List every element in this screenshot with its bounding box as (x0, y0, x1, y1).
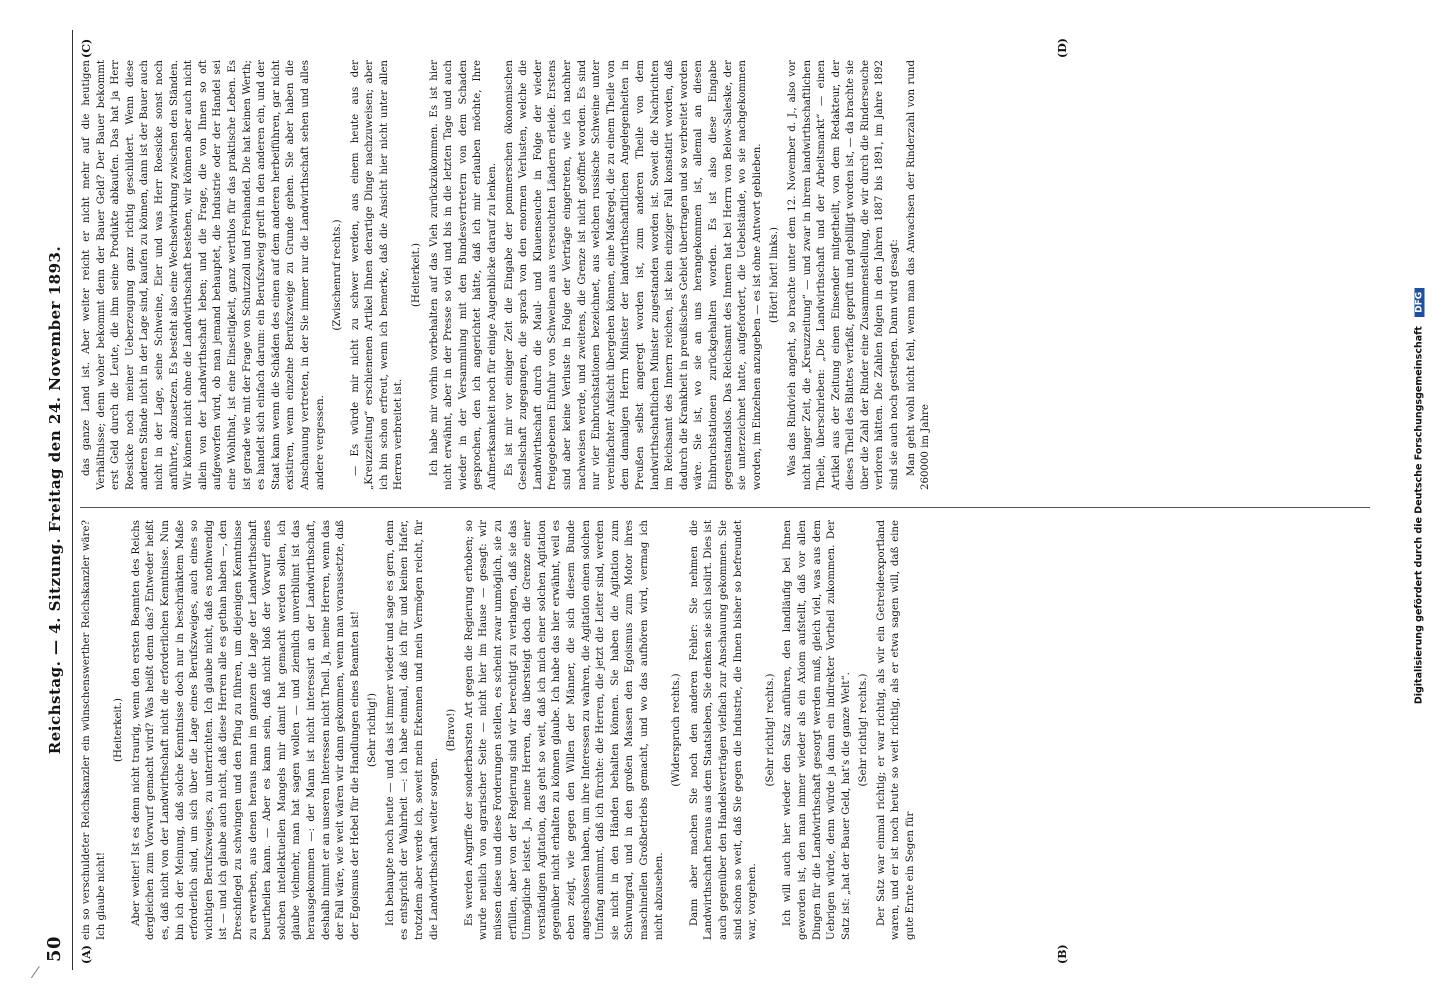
paragraph: Es ist mir vor einiger Zeit die Eingabe der pommerschen ökonomischen Gesellschaft zugegangen, die sprach von den enormen Verlusten, welche die Landwirthschaft durch die Maul- und Klauenseuche in Folge der wieder freigegebenen Einfuhr von Schweinen aus verseuchten Ländern erleide. Erstens sind aber keine Verluste in Folge der Verträge eingetreten, wie ich nachher nachweisen werde, und zweitens, die Grenze ist nicht geöffnet worden. Es sind nur vier Einbruchstationen bezeichnet, aus welchen russische Schweine unter vereinfachter Aufsicht übergehen können, eine Maßregel, die zu einem Theile von dem damaligen Herrn Minister der landwirthschaftlichen Angelegenheiten in Preußen selbst angeregt worden ist, zum anderen Theile von dem landwirthschaftlichen Minister zugestanden worden ist. Soweit die Nachrichten im Reichsamt des Innern reichen, ist kein einziger Fall konstatirt worden, daß dadurch die Krankheit in preußisches Gebiet übertragen und so verbreitet worden wäre. Sie ist, wo sie an uns herangekommen ist, allemal an diesen Einbruchstationen zurückgehalten worden. Es ist also diese Eingabe gegenstandslos. Das Reichsamt des Innern hat bei Herrn von Below-Saleske, der sie unterzeichnet hatte, aufgefordert, die Uebelstände, wo sie nachgekommen worden, im Einzelnen anzugeben — es ist ohne Antwort geblieben. (503, 60, 763, 490)
paragraph: Was das Rindvieh angeht, so brachte unter dem 12. November d. J., also vor nicht langer Zeit, die „Kreuzzeitung“ — und zwar in ihrem landwirthschaftlichen Theile, überschrieben: „Die Landwirthschaft und der Arbeitsmarkt“ — einen Artikel aus der Zeitung einen Einsender mitgetheilt, von dem Redakteur, der dieses Theil des Blattes verfaßt, geprüft und gebilligt worden ist, — da brachte sie über die Zahl der Rinder eine Zusammenstellung, die wir durch die Rinderseuche verloren hätten. Die Zahlen folgen in den Jahren 1887 bis 1891, im Jahre 1892 sind sie auch noch gestiegen. Dann wird gesagt: (786, 60, 901, 490)
column-separator (80, 507, 1370, 508)
paragraph: ein so verschuldeter Reichskanzler ein wünschenswerther Reichskanzler wäre? Ich glaube nicht! (81, 520, 107, 940)
paragraph: — Es würde mir nicht zu schwer werden, aus einem heute aus der „Kreuzzeitung“ erschienenen Artikel Ihnen derartige Dinge nachzuweisen; aber ich bin schon erfreut, wenn ich bemerke, daß die Ansicht hier nicht unter allen Herren verbreitet ist. (349, 60, 405, 490)
stage-direction: (Hört! hört! links.) (769, 227, 781, 323)
paragraph: das ganze Land ist. Aber weiter reicht er nicht mehr auf die heutigen Verhältnisse; denn woher bekommt denn der Bauer Geld? Der Bauer bekommt erst Geld durch die Leute, die ihm seine Produkte abkaufen. Das hat ja Herr Roesicke noch meiner Ueberzeugung ganz richtig geschildert. Wenn diese anderen Stände nicht in der Lage sind, kaufen zu können, dann ist der Bauer auch nicht in der Lage, seine Schweine, Eier und was Herr Roesicke sonst noch anführte, abzusetzen. Es besteht also eine Wechselwirkung zwischen den Ständen. Wir können nicht ohne die Landwirthschaft bestehen, wir können aber auch nicht allein von der Landwirthschaft leben; und die Frage, die von Ihnen so oft aufgeworfen wird, ob man jemand behauptet, die Industrie oder der Handel sei eine Wohlthat, ist eine Einseitigkeit, ganz werthlos für das praktische Leben. Es ist gerade wie mit der Frage von Schutzzoll und Freihandel. Die hat keinen Werth; es handelt sich einfach darum: ein Berufszweig greift in den anderen ein, und der Staat kann wenn die Schäden des einen auf dem anderen herbeiführen, gar nicht existiren, wenn einzelne Berufszweige zu Grunde gehen. Sie aber haben die Anschauung vertreten, in der Sie immer nur die Landwirthschaft sehen und alles andere vergessen. (81, 60, 326, 490)
stage-direction: (Sehr richtig! rechts.) (764, 673, 776, 787)
page-header (42, 30, 72, 970)
stage-direction: (Sehr richtig!) (367, 693, 379, 767)
paragraph: Ich will auch hier wieder den Satz anführen, den landläufig bei Ihnen geworden ist, den man immer wieder als ein Axiom aufstellt, daß vor allen Dingen für die Landwirthschaft gesorgt werden muß, gleich viel, was aus dem Uebrigen würde, denn würde ja dann ein indirekter Vortheil zukommen. Der Satz ist: „hat der Bauer Geld, hat's die ganze Welt“. (782, 520, 852, 940)
dfg-logo: DFG (1415, 288, 1425, 317)
stage-direction: (Sehr richtig! rechts.) (858, 673, 870, 787)
stage-direction: (Widerspruch rechts.) (671, 673, 683, 787)
paragraph: Aber weiter! Ist es denn nicht traurig, wenn den ersten Beamten des Reichs dergleichen zum Vorwurf gemacht wird? Was heißt denn das? Entweder heißt es, daß nicht von der Landwirthschaft nicht die erforderlichen Kenntnisse. Nun bin ich der Meinung, daß solche Kenntnisse doch nur in beschränktem Maße erforderlich sind, um sich über die Lage eines Berufszweiges, auch eines so wichtigen Berufszweiges, zu unterrichten. Ich glaube nicht, daß es nothwendig ist — und ich glaube auch nicht, daß diese Herren alle es gethan haben —, den Dreschflegel zu schwingen und den Pflug zu führen, um diejenigen Kenntnisse zu erwerben, aus denen heraus man im ganzen die Lage der Landwirthschaft beurtheilen kann. — Aber es kann sein, daß nicht bloß der Vorwurf eines solchen intellektuellen Mangels mir damit hat gemacht werden sollen, ich glaube vielmehr, man hat sagen wollen — und ziemlich unverblümt ist das herausgekommen —: der Mann ist nicht interessirt an der Landwirthschaft, deshalb nimmt er an unseren Interessen nicht Theil. Ja, meine Herren, wenn das der Fall wäre, wie weit wären wir dann gekommen, wenn man voraussetzte, daß der Egoismus der Hebel für die Handlungen eines Beamten ist! (130, 520, 361, 940)
stage-direction: (Zwischenruf rechts.) (332, 219, 344, 331)
header-rule (72, 30, 73, 970)
stage-direction: (Heiterkeit.) (113, 698, 125, 762)
margin-mark-d: (D) (1056, 38, 1069, 58)
paragraph: Man geht wohl nicht fehl, wenn man das Anwachsen der Rinderzahl von rund 260000 im Jahre (905, 60, 932, 490)
right-column (80, 60, 1380, 490)
digitization-credit: Digitalisierung gefördert durch die Deutsche Forschungsgemeinschaft (1413, 326, 1425, 705)
page-title: Reichstag. — 4. Sitzung. Freitag den 24. November 1893. (46, 245, 64, 755)
paragraph: Der Satz war einmal richtig; er war richtig, als wir ein Getreideexportland waren, und er ist noch heute so weit richtig, als er etwa sagen will, daß eine gute Ernte ein Segen für (875, 520, 917, 940)
stage-direction: (Heiterkeit.) (411, 243, 423, 307)
left-column (80, 520, 1380, 940)
page-number: 50 (44, 935, 65, 962)
rotated-page-content (36, 30, 1396, 970)
paragraph: Es werden Angriffe der sonderbarsten Art gegen die Regierung erhoben; so wurde neulich von agrarischer Seite — nicht hier im Hause — gesagt: wir müssen diese und diese Forderungen stellen, es scheint zwar unmöglich, sie zu erfüllen, aber von der Regierung sind wir berechtigt zu verlangen, daß sie das Unmögliche leistet. Ja, meine Herren, das übersteigt doch die Grenze einer verständigen Agitation, das geht so weit, daß ich mich einer solchen Agitation gegenüber nicht erhalten zu können glaube. Ich habe das hier erwähnt, weil es eben zeigt, wie gegen den Willen der Männer, die sich diesem Bunde angeschlossen haben, um ihre Interessen zu wahren, die Agitation einen solchen Umfang annimmt, daß ich fürchte: die Herren, die jetzt die Leiter sind, werden sie nicht in den Händen behalten können. Sie haben die Agitation zum Schwungrad, und in den großen Massen den Egoismus zum Motor ihres maschinellen Großbetriebs gemacht, und wo das aufhören wird, vermag ich nicht abzusehen. (463, 520, 665, 940)
paragraph: Ich habe mir vorhin vorbehalten auf das Vieh zurückzukommen. Es ist hier nicht erwähnt, aber in der Presse so viel und bis in die letzten Tage und auch wieder in der Versammlung mit den Bundesvertretern von dem Schaden gesprochen, den ich angerichtet hätte, daß ich mir erlauben möchte, Ihre Aufmerksamkeit noch für einige Augenblicke darauf zu lenken. (428, 60, 499, 490)
paragraph: Dann aber machen Sie noch den anderen Fehler: Sie nehmen die Landwirthschaft heraus aus dem Staatsleben, Sie denken sie sich isolirt. Dies ist auch gegenüber den Handelsverträgen vielfach zur Anschauung gekommen. Sie sind schon so weit, daß Sie gegen die Industrie, die Ihnen bisher so befreundet war, vorgehen. (688, 520, 759, 940)
paragraph: Ich behaupte noch heute — und das ist immer wieder und sage es gern, denn es entspricht der Wahrheit —: ich habe einmal, daß ich für und keinen Hafer, trotzdem aber werde ich, soweit mein Erkennen und mein Vermögen reicht, für die Landwirthschaft weiter sorgen. (384, 520, 440, 940)
digitization-sidebar (1410, 26, 1428, 966)
margin-mark-a: (A) (80, 945, 93, 964)
margin-mark-b: (B) (1056, 944, 1069, 964)
stage-direction: (Bravo!) (446, 708, 458, 752)
margin-mark-c: (C) (80, 38, 93, 58)
